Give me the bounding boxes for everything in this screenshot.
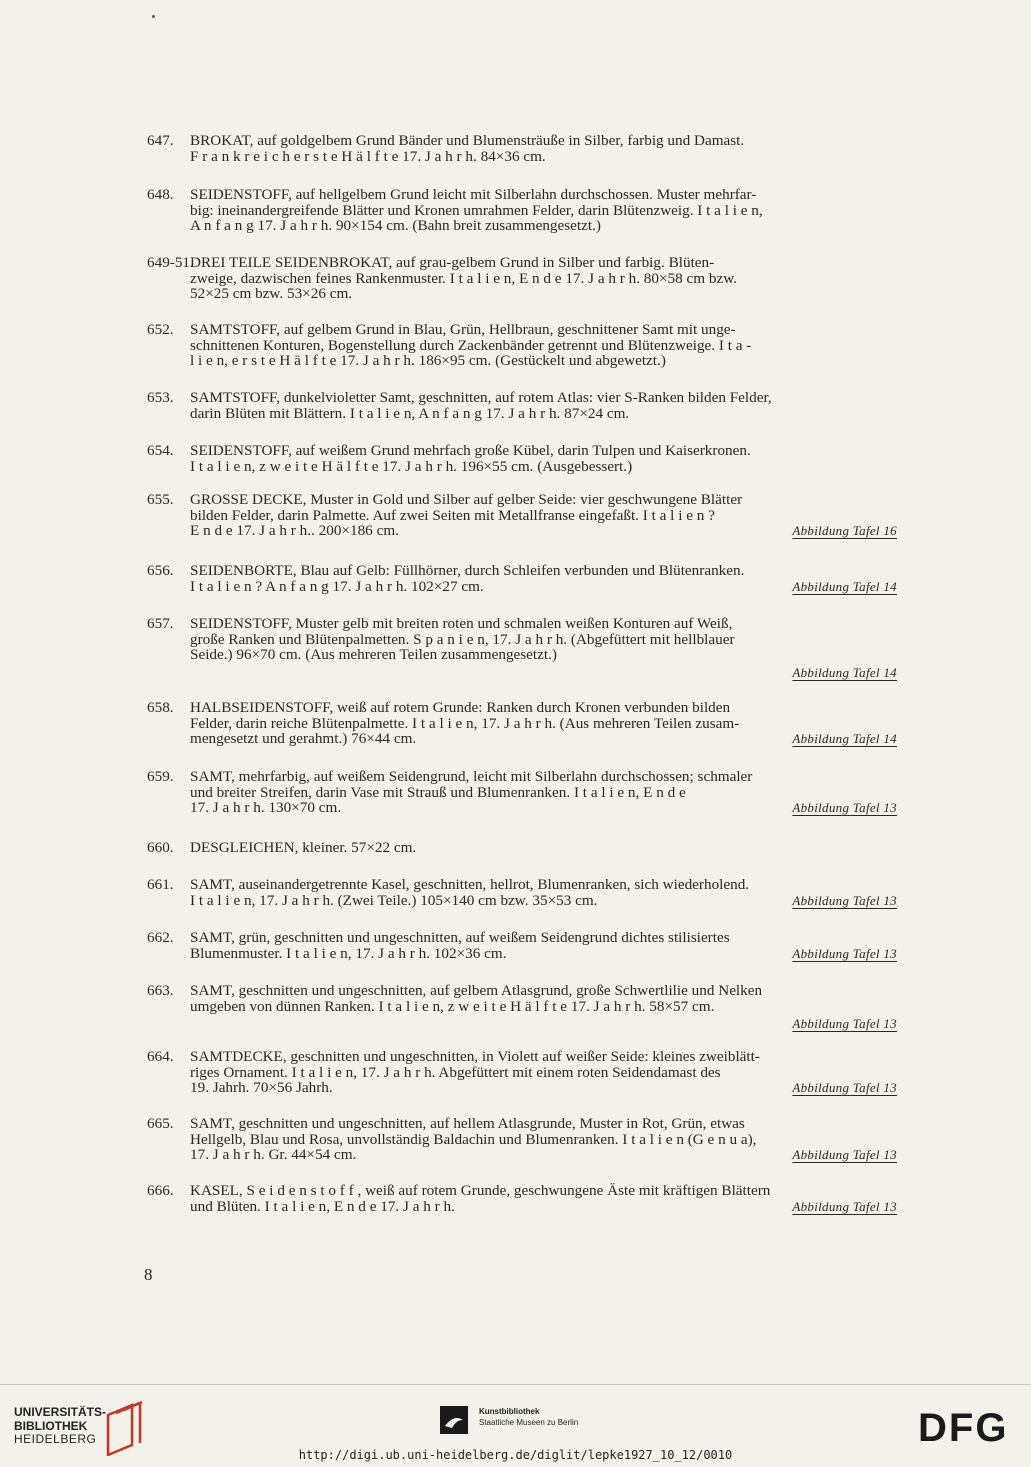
- entry-number: 656.: [147, 562, 174, 579]
- permalink-url[interactable]: http://digi.ub.uni-heidelberg.de/diglit/lepke1927_10_12/0010: [298, 1448, 733, 1462]
- catalog-entry: [147, 769, 897, 816]
- entry-number: 652.: [147, 321, 174, 338]
- catalog-entry: [147, 492, 897, 539]
- entry-line-wrap: [190, 946, 897, 962]
- entry-text: [190, 563, 897, 594]
- kb-line1: Kunstbibliothek: [479, 1407, 540, 1416]
- entry-line-wrap: [190, 1147, 897, 1163]
- entry-line: und breiter Streifen, darin Vase mit Strauß und Blumenranken. I t a l i e n, E n d e: [190, 783, 686, 801]
- page-number: 8: [144, 1265, 153, 1284]
- entry-text: [190, 322, 897, 369]
- entry-line-wrap: [190, 523, 897, 539]
- entry-line: DREI TEILE SEIDENBROKAT, auf grau-gelbem Grund in Silber und farbig. Blüten-: [190, 254, 715, 271]
- entry-number: 655.: [147, 491, 174, 508]
- entry-number: 662.: [147, 929, 174, 946]
- entry-number: 665.: [147, 1115, 174, 1132]
- plate-reference: Abbildung Tafel 13: [792, 1080, 897, 1096]
- entry-line: umgeben von dünnen Ranken. I t a l i e n, z w e i t e H ä l f t e 17. J a h r h. 58×57 cm.: [190, 997, 715, 1015]
- plate-reference: Abbildung Tafel 13: [792, 1147, 897, 1163]
- entry-line: 17. J a h r h. 130×70 cm.: [190, 799, 342, 817]
- entry-line: und Blüten. I t a l i e n, E n d e 17. J a h r h.: [190, 1197, 455, 1215]
- catalog-entry: [147, 187, 897, 234]
- entry-line: zweige, dazwischen feines Rankenmuster. I t a l i e n, E n d e 17. J a h r h. 80×58 cm bzw.: [190, 269, 738, 287]
- entry-number: 648.: [147, 186, 174, 203]
- entry-line: F r a n k r e i c h e r s t e H ä l f t e 17. J a h r h. 84×36 cm.: [190, 147, 546, 165]
- entry-number: 647.: [147, 132, 174, 149]
- entry-line-wrap: [190, 579, 897, 595]
- entry-line: mengesetzt und gerahmt.) 76×44 cm.: [190, 730, 417, 748]
- entry-line-wrap: [190, 893, 897, 909]
- entry-line-wrap: [190, 731, 897, 747]
- plate-reference-line: [190, 1016, 897, 1032]
- catalog-entry: [147, 983, 897, 1032]
- entry-line: I t a l i e n, z w e i t e H ä l f t e 17. J a h r h. 196×55 cm. (Ausgebessert.): [190, 457, 633, 475]
- entry-text: [190, 700, 897, 747]
- page-mark: [152, 15, 155, 18]
- entry-line: bilden Felder, darin Palmette. Auf zwei Seiten mit Metallfranse eingefaßt. I t a l i e n ?: [190, 506, 715, 524]
- catalog-entry: [147, 877, 897, 908]
- entry-line: SAMTSTOFF, dunkelvioletter Samt, geschnitten, auf rotem Atlas: vier S-Ranken bilden Felder,: [190, 389, 772, 406]
- entry-line: Hellgelb, Blau und Rosa, unvollständig Baldachin und Blumenranken. I t a l i e n (G e n u a),: [190, 1130, 757, 1148]
- entry-line: HALBSEIDENSTOFF, weiß auf rotem Grunde: Ranken durch Kronen verbunden bilden: [190, 699, 731, 716]
- entry-text: [190, 255, 897, 302]
- entry-line: große Ranken und Blütenpalmetten. S p a n i e n, 17. J a h r h. (Abgefüttert mit hellblauer: [190, 630, 735, 648]
- entry-number: 663.: [147, 982, 174, 999]
- entry-number: 657.: [147, 615, 174, 632]
- entry-line: SEIDENSTOFF, auf weißem Grund mehrfach große Kübel, darin Tulpen und Kaiserkronen.: [190, 442, 751, 459]
- entry-line: SAMT, grün, geschnitten und ungeschnitten, auf weißem Seidengrund dichtes stilisiertes: [190, 929, 730, 946]
- catalog-entry: [147, 255, 897, 302]
- entry-line: Blumenmuster. I t a l i e n, 17. J a h r h. 102×36 cm.: [190, 944, 507, 962]
- entry-text: [190, 1049, 897, 1096]
- plate-reference-line: [190, 665, 897, 681]
- ub-logo-line1: UNIVERSITÄTS-: [14, 1405, 107, 1419]
- entry-text: [190, 840, 897, 856]
- entry-line: SAMT, geschnitten und ungeschnitten, auf hellem Atlasgrunde, Muster in Rot, Grün, etwas: [190, 1115, 745, 1132]
- kb-line2: Staatliche Museen zu Berlin: [479, 1418, 579, 1427]
- plate-reference: Abbildung Tafel 14: [792, 664, 897, 680]
- entry-line: I t a l i e n ? A n f a n g 17. J a h r h. 102×27 cm.: [190, 577, 484, 595]
- entry-line: BROKAT, auf goldgelbem Grund Bänder und Blumensträuße in Silber, farbig und Damast.: [190, 132, 745, 149]
- entry-text: [190, 443, 897, 474]
- entry-line: SAMTDECKE, geschnitten und ungeschnitten, in Violett auf weißer Seide: kleines zweiblätt-: [190, 1048, 760, 1065]
- entry-text: [190, 983, 897, 1032]
- entry-line: schnittenen Konturen, Bogenstellung durch Zackenbänder getrennt und Blütenzweige. I t a -: [190, 336, 752, 354]
- entry-line: GROSSE DECKE, Muster in Gold und Silber auf gelber Seide: vier geschwungene Blätter: [190, 491, 743, 508]
- entry-line: SAMTSTOFF, auf gelbem Grund in Blau, Grün, Hellbraun, geschnittener Samt mit unge-: [190, 321, 736, 338]
- catalog-entry: [147, 322, 897, 369]
- entry-number: 664.: [147, 1048, 174, 1065]
- entry-line: 52×25 cm bzw. 53×26 cm.: [190, 285, 353, 303]
- plate-reference: Abbildung Tafel 13: [792, 800, 897, 816]
- entry-line: DESGLEICHEN, kleiner. 57×22 cm.: [190, 839, 417, 856]
- catalog-entry: [147, 1049, 897, 1096]
- entry-line: I t a l i e n, 17. J a h r h. (Zwei Teile.) 105×140 cm bzw. 35×53 cm.: [190, 891, 598, 909]
- entry-line: A n f a n g 17. J a h r h. 90×154 cm. (Bahn breit zusammengesetzt.): [190, 217, 601, 235]
- catalog-entry: [147, 616, 897, 680]
- catalog-entry: [147, 443, 897, 474]
- entry-line: SAMT, geschnitten und ungeschnitten, auf gelbem Atlasgrund, große Schwertlilie und Nelken: [190, 982, 763, 999]
- entry-line: 19. Jahrh. 70×56 Jahrh.: [190, 1079, 333, 1097]
- catalog-entry: [147, 1183, 897, 1214]
- entry-text: [190, 1183, 897, 1214]
- entry-line: darin Blüten mit Blättern. I t a l i e n, A n f a n g 17. J a h r h. 87×24 cm.: [190, 404, 630, 422]
- plate-reference: Abbildung Tafel 13: [792, 1198, 897, 1214]
- entry-text: [190, 187, 897, 234]
- ub-heidelberg-logo[interactable]: [14, 1406, 106, 1447]
- plate-reference: Abbildung Tafel 14: [792, 731, 897, 747]
- plate-reference: Abbildung Tafel 13: [792, 1016, 897, 1032]
- entry-line: SEIDENSTOFF, auf hellgelbem Grund leicht mit Silberlahn durchschossen. Muster mehrfar-: [190, 186, 757, 203]
- catalog-entry: [147, 133, 897, 164]
- entry-line: SAMT, auseinandergetrennte Kasel, geschnitten, hellrot, Blumenranken, sich wiederholend.: [190, 876, 750, 893]
- catalog-entry: [147, 390, 897, 421]
- footer-divider: [0, 1384, 1031, 1385]
- plate-reference: Abbildung Tafel 13: [792, 892, 897, 908]
- entry-number: 654.: [147, 442, 174, 459]
- entry-number: 649-51.: [147, 254, 194, 271]
- entry-line-wrap: [190, 1199, 897, 1215]
- entry-number: 661.: [147, 876, 174, 893]
- entry-number: 660.: [147, 839, 174, 856]
- plate-reference: Abbildung Tafel 14: [792, 578, 897, 594]
- entry-line: KASEL, S e i d e n s t o f f , weiß auf rotem Grunde, geschwungene Äste mit kräftigen Blättern: [190, 1182, 771, 1199]
- entry-text: [190, 877, 897, 908]
- plate-reference: Abbildung Tafel 13: [792, 945, 897, 961]
- catalog-entry: [147, 563, 897, 594]
- entry-line: l i e n, e r s t e H ä l f t e 17. J a h r h. 186×95 cm. (Gestückelt und abgewetzt.): [190, 352, 666, 370]
- entry-number: 666.: [147, 1182, 174, 1199]
- catalog-entry: [147, 840, 897, 856]
- entry-line: Seide.) 96×70 cm. (Aus mehreren Teilen zusammengesetzt.): [190, 646, 557, 664]
- ub-logo-line3: HEIDELBERG: [14, 1432, 97, 1446]
- entry-line: E n d e 17. J a h r h.. 200×186 cm.: [190, 522, 399, 540]
- plate-reference: Abbildung Tafel 16: [792, 523, 897, 539]
- entry-text: [190, 390, 897, 421]
- entry-text: [190, 1116, 897, 1163]
- entry-text: [190, 616, 897, 680]
- catalog-entry: [147, 700, 897, 747]
- entry-line: SEIDENSTOFF, Muster gelb mit breiten roten und schmalen weißen Konturen auf Weiß,: [190, 615, 733, 632]
- entry-line: big: ineinandergreifende Blätter und Kronen umrahmen Felder, darin Blütenzweig. I t a l i e n,: [190, 201, 763, 219]
- entry-line: Felder, darin reiche Blütenpalmette. I t a l i e n, 17. J a h r h. (Aus mehreren Teilen zusam-: [190, 714, 740, 732]
- entry-text: [190, 769, 897, 816]
- entry-line-wrap: [190, 1080, 897, 1096]
- kunstbibliothek-logo-icon: [440, 1406, 468, 1434]
- entry-line-wrap: [190, 800, 897, 816]
- dfg-logo[interactable]: DFG: [918, 1406, 1009, 1450]
- entry-line: riges Ornament. I t a l i e n, 17. J a h r h. Abgefüttert mit einem roten Seidendamast des: [190, 1063, 721, 1081]
- entry-line: SEIDENBORTE, Blau auf Gelb: Füllhörner, durch Schleifen verbunden und Blütenranken.: [190, 562, 745, 579]
- catalog-entry: [147, 930, 897, 961]
- entry-number: 659.: [147, 768, 174, 785]
- entry-text: [190, 133, 897, 164]
- entry-line: SAMT, mehrfarbig, auf weißem Seidengrund, leicht mit Silberlahn durchschossen; schmaler: [190, 768, 753, 785]
- entry-text: [190, 930, 897, 961]
- entry-text: [190, 492, 897, 539]
- entry-line: 17. J a h r h. Gr. 44×54 cm.: [190, 1146, 357, 1164]
- catalog-entry: [147, 1116, 897, 1163]
- entry-number: 653.: [147, 389, 174, 406]
- entry-number: 658.: [147, 699, 174, 716]
- kunstbibliothek-label[interactable]: [479, 1406, 578, 1428]
- ub-logo-line2: BIBLIOTHEK: [14, 1418, 88, 1433]
